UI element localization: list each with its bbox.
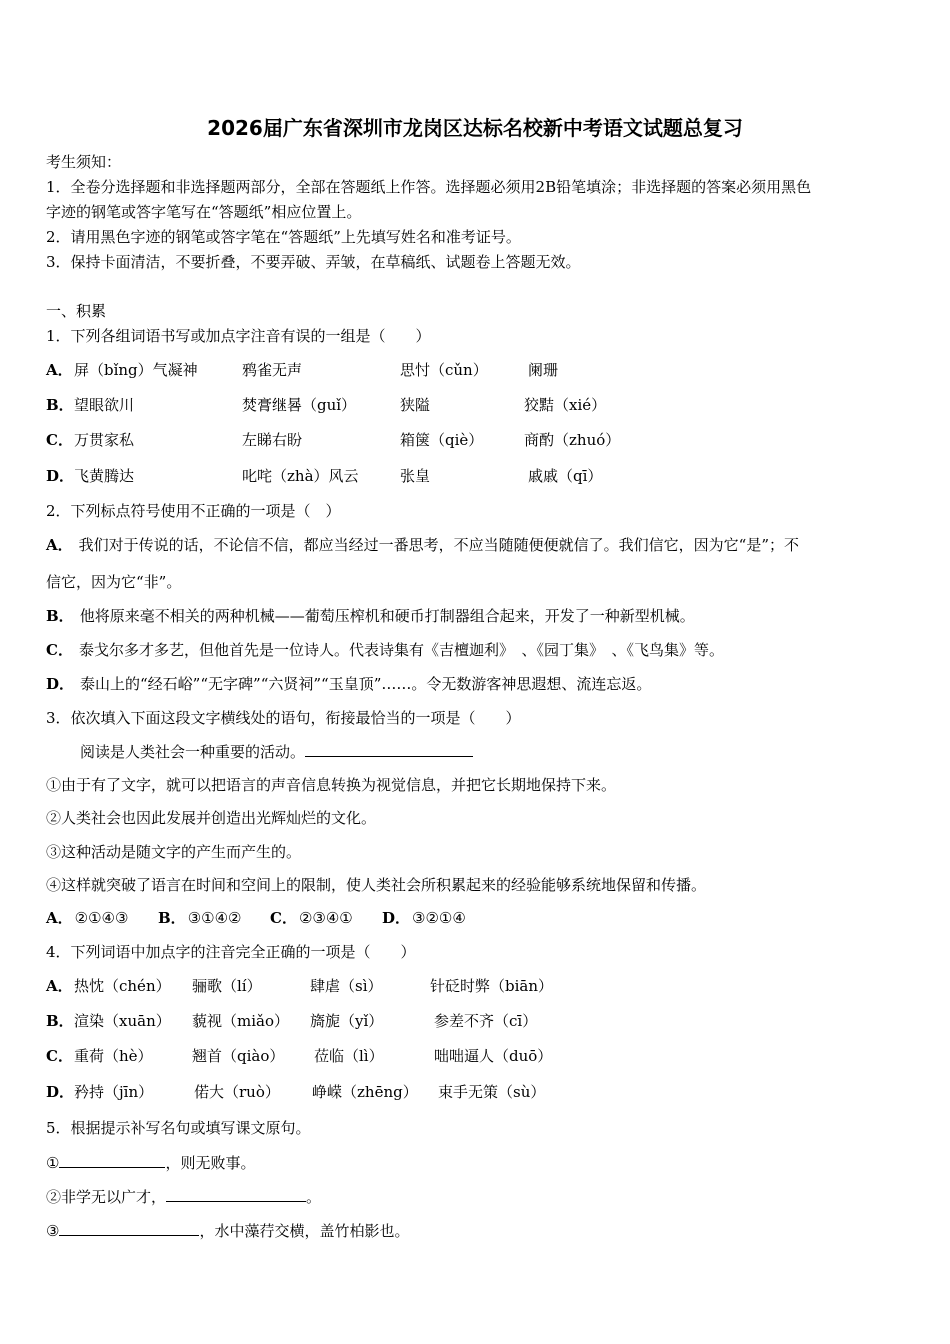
option-word: 重荷（hè） bbox=[74, 1047, 153, 1065]
option-word: 鸦雀无声 bbox=[242, 361, 303, 379]
q2-option-c[interactable] bbox=[46, 640, 724, 660]
option-label: B． bbox=[46, 1012, 74, 1030]
line-suffix: 。 bbox=[306, 1188, 322, 1206]
option-word: 肆虐（sì） bbox=[310, 977, 383, 995]
answer-blank[interactable] bbox=[59, 1152, 165, 1168]
q4-option-a[interactable] bbox=[46, 976, 554, 996]
option-text: 泰山上的“经石峪”“无字碑”“六贤祠”“玉皇顶”……。令无数游客神思遐想、流连忘返。 bbox=[80, 675, 652, 693]
option-label: A． bbox=[46, 977, 73, 995]
option-label: A． bbox=[46, 536, 73, 554]
option-word: 思忖（cǔn） bbox=[400, 361, 488, 379]
option-label: C． bbox=[46, 641, 73, 659]
option-label: D． bbox=[46, 1083, 75, 1101]
notice-heading: 考生须知： bbox=[46, 153, 122, 171]
option-label: C． bbox=[46, 431, 73, 449]
passage-text: 阅读是人类社会一种重要的活动。 bbox=[80, 743, 306, 761]
option-word: 翘首（qiào） bbox=[192, 1047, 285, 1065]
option-word: 渲染（xuān） bbox=[74, 1012, 171, 1030]
q1-option-d[interactable] bbox=[46, 466, 603, 486]
option-text: ③①④② bbox=[187, 909, 242, 927]
q4-option-b[interactable] bbox=[46, 1011, 538, 1031]
option-text: 他将原来毫不相关的两种机械——葡萄压榨机和硬币打制器组合起来，开发了一种新型机械。 bbox=[79, 607, 695, 625]
answer-blank[interactable] bbox=[59, 1220, 199, 1236]
q3-passage bbox=[80, 741, 473, 762]
option-word: 针砭时弊（biān） bbox=[430, 977, 554, 995]
option-word: 偌大（ruò） bbox=[194, 1083, 280, 1101]
option-word: 参差不齐（cī） bbox=[434, 1012, 538, 1030]
option-label: B． bbox=[46, 396, 74, 414]
option-word: 万贯家私 bbox=[74, 431, 135, 449]
section-heading: 一、积累 bbox=[46, 302, 107, 320]
q3-choice-a[interactable] bbox=[46, 908, 128, 928]
option-word: 望眼欲川 bbox=[74, 396, 135, 414]
q2-option-a-cont: 信它，因为它“非”。 bbox=[46, 573, 182, 591]
notice-item-1: 1．全卷分选择题和非选择题两部分，全部在答题纸上作答。选择题必须用2B铅笔填涂；非选择题的答案必须用黑色 bbox=[46, 178, 812, 196]
option-word: 阑珊 bbox=[528, 361, 559, 379]
option-label: B． bbox=[158, 909, 186, 927]
line-prefix: ① bbox=[46, 1154, 60, 1172]
option-word: 商酌（zhuó） bbox=[524, 431, 621, 449]
page-title: 2026届广东省深圳市龙岗区达标名校新中考语文试题总复习 bbox=[207, 116, 743, 140]
option-text: ②③④① bbox=[298, 909, 353, 927]
line-suffix: ，水中藻荇交横，盖竹柏影也。 bbox=[199, 1222, 410, 1240]
option-word: 热忱（chén） bbox=[74, 977, 171, 995]
q3-sentence-2: ②人类社会也因此发展并创造出光辉灿烂的文化。 bbox=[46, 809, 377, 827]
q5-line-2 bbox=[46, 1186, 321, 1207]
q4-option-c[interactable] bbox=[46, 1046, 553, 1066]
notice-item-2: 2．请用黑色字迹的钢笔或答字笔在“答题纸”上先填写姓名和准考证号。 bbox=[46, 228, 521, 246]
option-text: 泰戈尔多才多艺，但他首先是一位诗人。代表诗集有《吉檀迦利》 、《园丁集》 、《飞鸟集》等。 bbox=[78, 641, 724, 659]
q3-sentence-4: ④这样就突破了语言在时间和空间上的限制，使人类社会所积累起来的经验能够系统地保留和传播。 bbox=[46, 876, 707, 894]
q3-choice-b[interactable] bbox=[158, 908, 241, 928]
notice-item-1-cont: 字迹的钢笔或答字笔写在“答题纸”相应位置上。 bbox=[46, 203, 362, 221]
option-word: 骊歌（lí） bbox=[192, 977, 262, 995]
notice-item-3: 3．保持卡面清洁，不要折叠，不要弄破、弄皱，在草稿纸、试题卷上答题无效。 bbox=[46, 253, 581, 271]
q1-option-c[interactable] bbox=[46, 430, 621, 450]
option-word: 叱咤（zhà）风云 bbox=[242, 467, 359, 485]
q1-option-a[interactable] bbox=[46, 360, 559, 380]
q5-line-1 bbox=[46, 1152, 255, 1173]
option-word: 箱箧（qiè） bbox=[400, 431, 484, 449]
option-label: A． bbox=[46, 361, 73, 379]
option-word: 飞黄腾达 bbox=[74, 467, 135, 485]
q2-option-a[interactable] bbox=[46, 535, 799, 555]
line-suffix: ，则无败事。 bbox=[165, 1154, 256, 1172]
option-word: 旖旎（yǐ） bbox=[310, 1012, 384, 1030]
option-label: C． bbox=[270, 909, 297, 927]
option-label: B． bbox=[46, 607, 74, 625]
option-text: ③②①④ bbox=[412, 909, 466, 927]
option-word: 矜持（jīn） bbox=[74, 1083, 154, 1101]
line-prefix: ③ bbox=[46, 1222, 60, 1240]
option-word: 狡黠（xié） bbox=[524, 396, 607, 414]
option-word: 焚膏继晷（guǐ） bbox=[242, 396, 357, 414]
option-word: 莅临（lì） bbox=[314, 1047, 384, 1065]
option-label: D． bbox=[46, 675, 75, 693]
answer-blank[interactable] bbox=[305, 741, 473, 757]
q1-stem: 1．下列各组词语书写或加点字注音有误的一组是（ ） bbox=[46, 327, 431, 345]
q2-stem: 2．下列标点符号使用不正确的一项是（ ） bbox=[46, 502, 341, 520]
q1-option-b[interactable] bbox=[46, 395, 607, 415]
option-word: 屏（bǐng）气凝神 bbox=[74, 361, 198, 379]
q5-line-3 bbox=[46, 1220, 409, 1241]
q3-sentence-3: ③这种活动是随文字的产生而产生的。 bbox=[46, 843, 302, 861]
option-word: 峥嵘（zhēng） bbox=[312, 1083, 418, 1101]
option-word: 张皇 bbox=[400, 467, 431, 485]
option-word: 藐视（miǎo） bbox=[192, 1012, 289, 1030]
option-text: 我们对于传说的话，不论信不信，都应当经过一番思考，不应当随随便便就信了。我们信它，因为它“是”；不 bbox=[78, 536, 799, 554]
q4-option-d[interactable] bbox=[46, 1082, 546, 1102]
line-prefix: ②非学无以广才， bbox=[46, 1188, 167, 1206]
option-label: A． bbox=[46, 909, 73, 927]
q3-sentence-1: ①由于有了文字，就可以把语言的声音信息转换为视觉信息，并把它长期地保持下来。 bbox=[46, 776, 617, 794]
q2-option-b[interactable] bbox=[46, 606, 695, 626]
q3-choice-d[interactable] bbox=[382, 908, 466, 928]
option-label: D． bbox=[382, 909, 411, 927]
q5-stem: 5．根据提示补写名句或填写课文原句。 bbox=[46, 1119, 311, 1137]
option-word: 束手无策（sù） bbox=[438, 1083, 546, 1101]
option-word: 左睇右盼 bbox=[242, 431, 303, 449]
q2-option-d[interactable] bbox=[46, 674, 651, 694]
option-label: D． bbox=[46, 467, 75, 485]
option-label: C． bbox=[46, 1047, 73, 1065]
option-word: 戚戚（qī） bbox=[528, 467, 603, 485]
q3-stem: 3．依次填入下面这段文字横线处的语句，衔接最恰当的一项是（ ） bbox=[46, 709, 521, 727]
q3-choice-c[interactable] bbox=[270, 908, 353, 928]
answer-blank[interactable] bbox=[166, 1186, 306, 1202]
q4-stem: 4．下列词语中加点字的注音完全正确的一项是（ ） bbox=[46, 943, 416, 961]
option-word: 咄咄逼人（duō） bbox=[434, 1047, 553, 1065]
option-text: ②①④③ bbox=[74, 909, 129, 927]
option-word: 狭隘 bbox=[400, 396, 431, 414]
